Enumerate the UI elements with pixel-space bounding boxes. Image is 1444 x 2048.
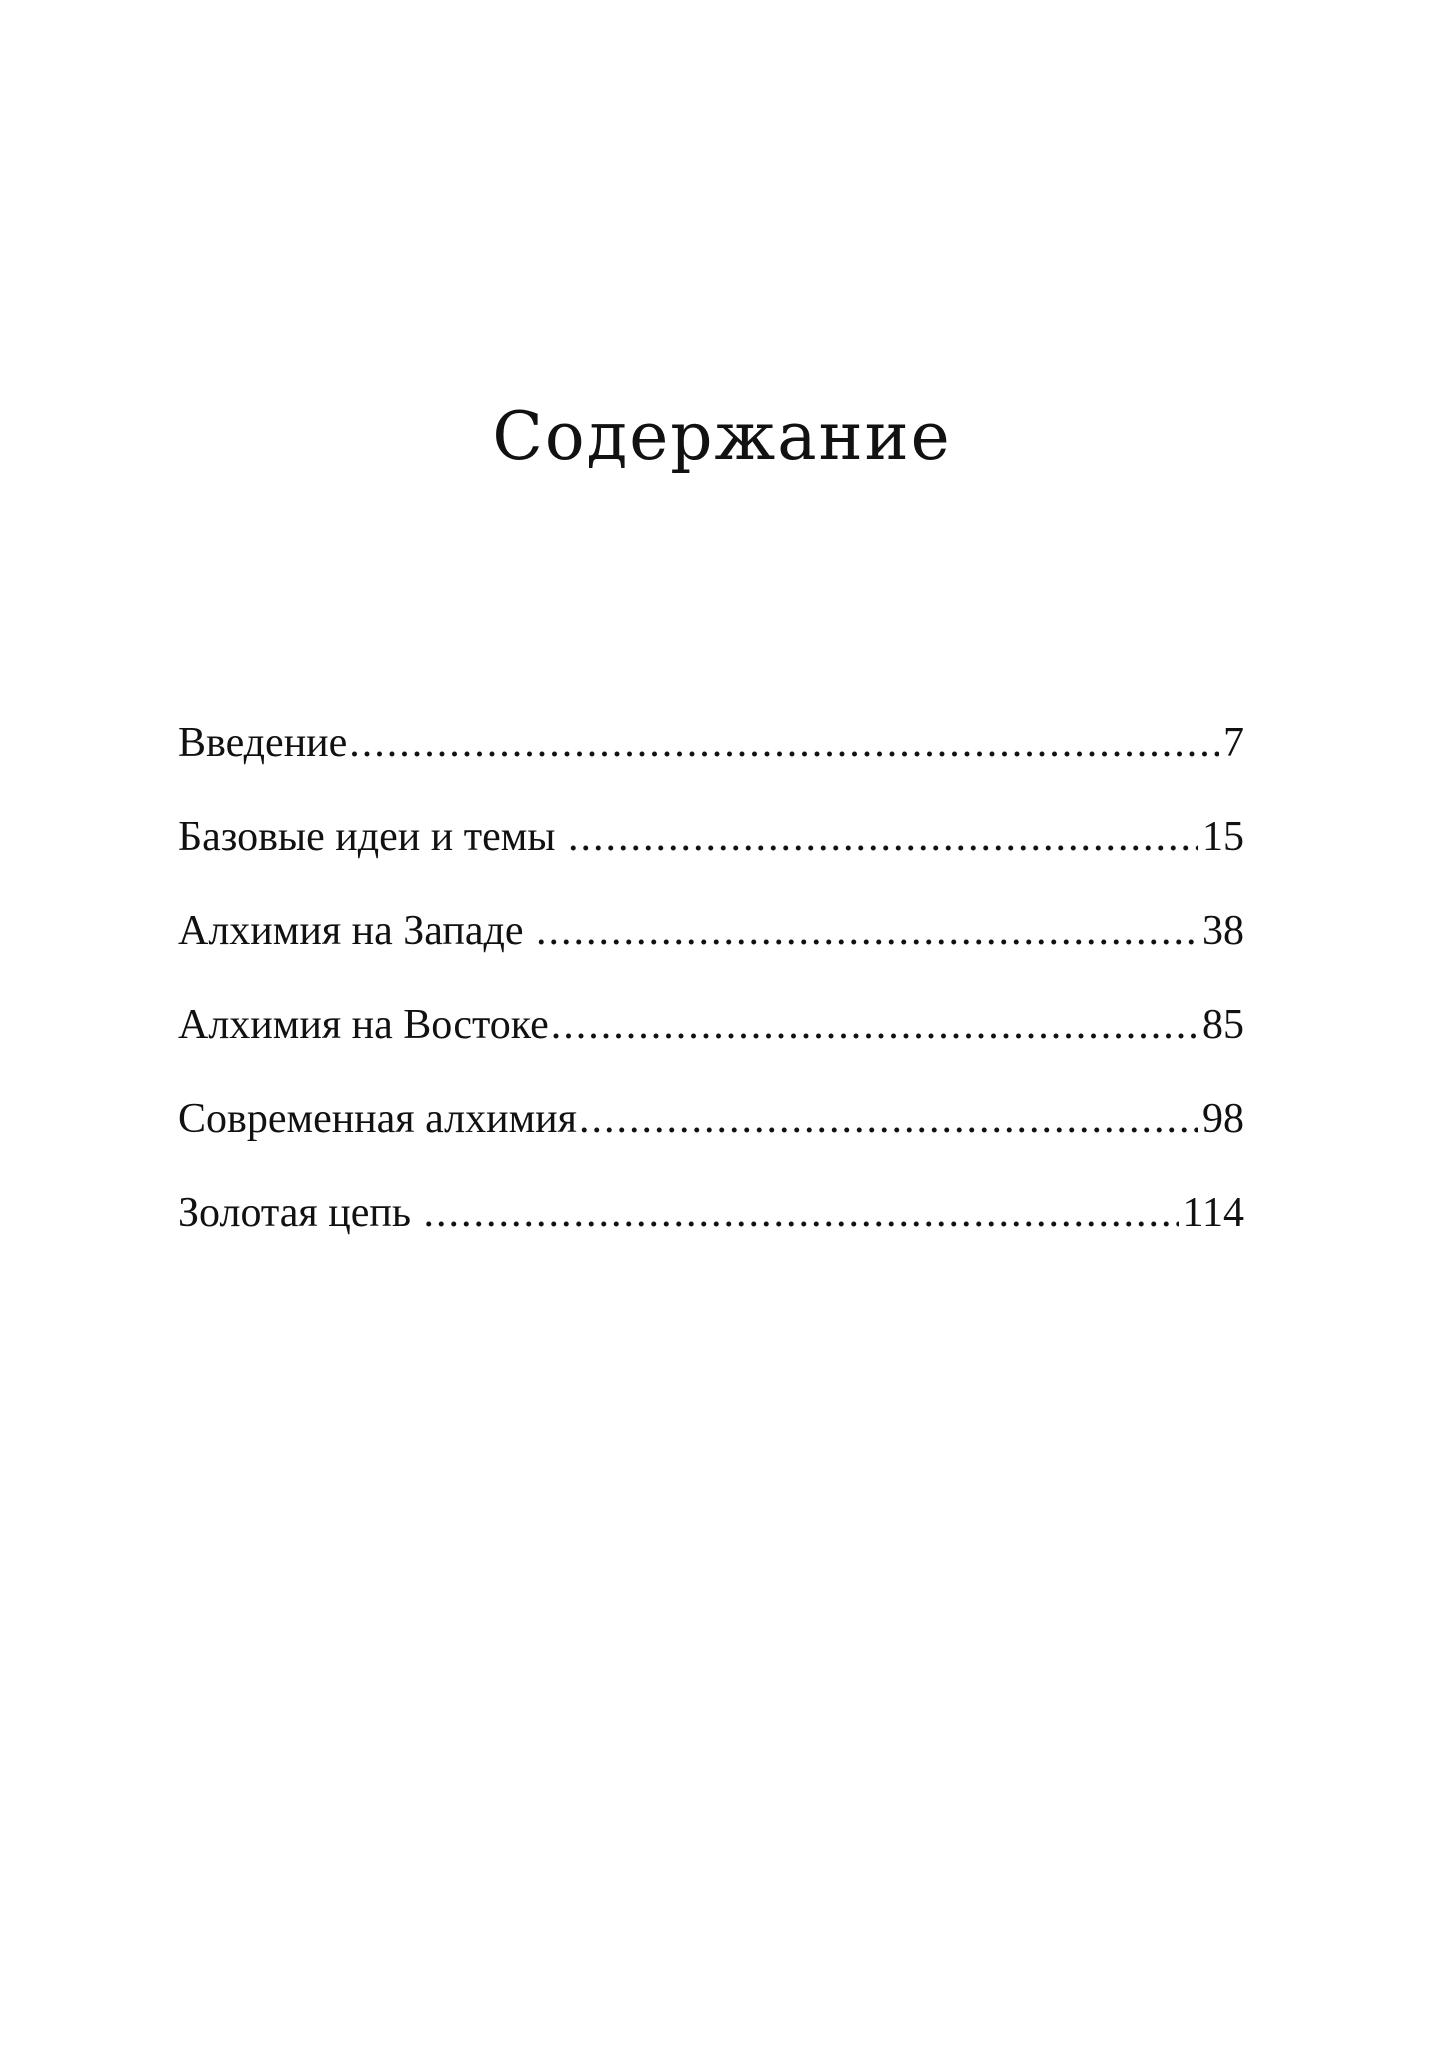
toc-entry-label: Базовые идеи и темы	[178, 814, 567, 860]
dot-leader	[349, 716, 1219, 770]
toc-entry-label: Современная алхимия	[178, 1096, 577, 1142]
toc-entry-page-number: 15	[1202, 814, 1244, 860]
toc-entry-label: Введение	[178, 720, 348, 766]
toc-entry-label: Алхимия на Западе	[178, 908, 535, 954]
dot-leader	[536, 904, 1198, 958]
toc-entry-alchemy-east[interactable]	[178, 998, 1244, 1092]
toc-entry-page-number: 98	[1202, 1096, 1244, 1142]
toc-entry-page-number: 7	[1223, 720, 1244, 766]
page-title: Содержание	[492, 398, 952, 475]
toc-entry-golden-chain[interactable]	[178, 1186, 1244, 1280]
toc-entry-basic-ideas[interactable]	[178, 810, 1244, 904]
table-of-contents	[178, 716, 1244, 1280]
dot-leader	[579, 1092, 1198, 1146]
toc-entry-label: Алхимия на Востоке	[178, 1002, 549, 1048]
toc-entry-alchemy-west[interactable]	[178, 904, 1244, 998]
toc-entry-page-number: 38	[1202, 908, 1244, 954]
toc-entry-page-number: 114	[1182, 1190, 1244, 1236]
toc-entry-modern-alchemy[interactable]	[178, 1092, 1244, 1186]
dot-leader	[568, 810, 1198, 864]
dot-leader	[423, 1186, 1178, 1240]
toc-entry-introduction[interactable]	[178, 716, 1244, 810]
toc-entry-page-number: 85	[1202, 1002, 1244, 1048]
dot-leader	[551, 998, 1198, 1052]
toc-entry-label: Золотая цепь	[178, 1190, 422, 1236]
